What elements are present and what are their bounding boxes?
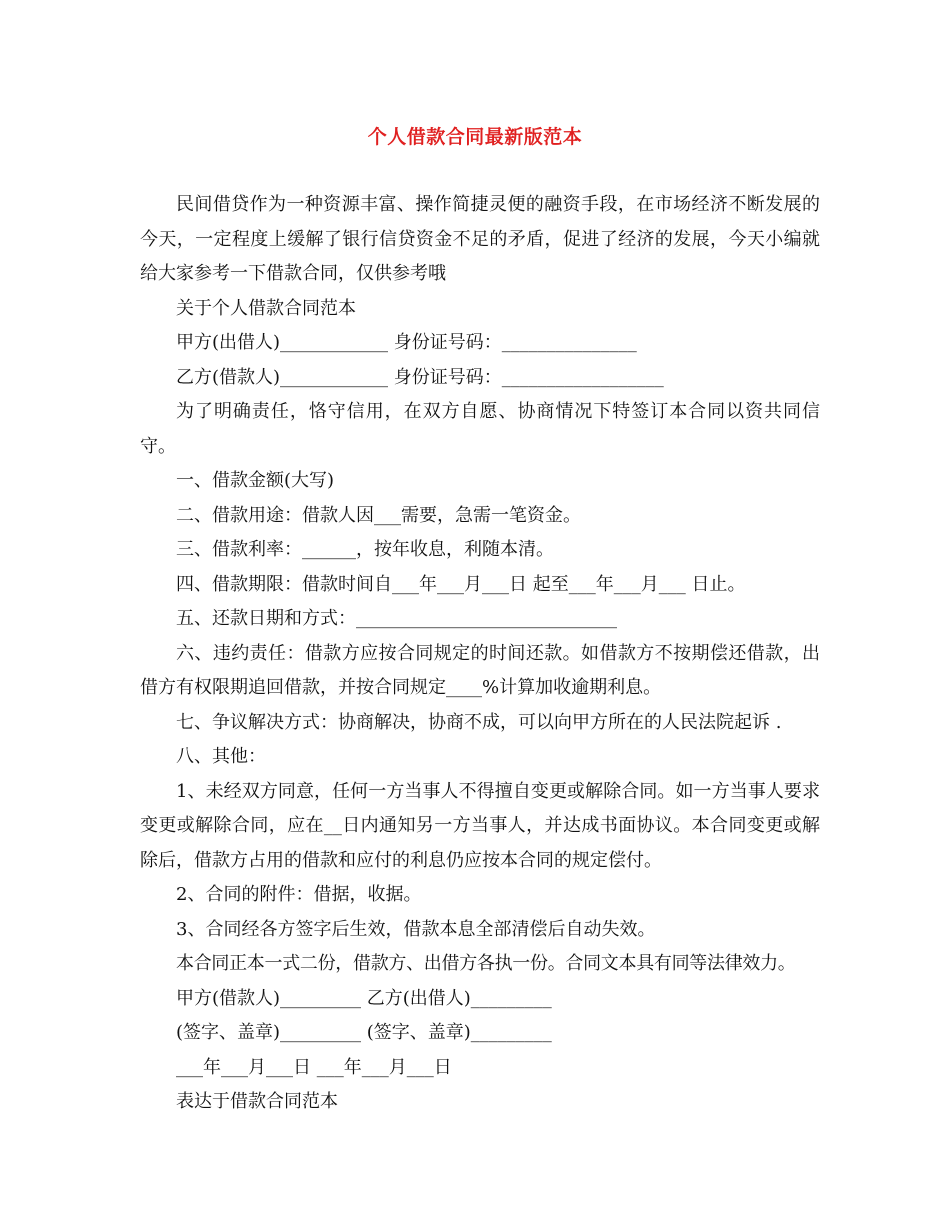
- clause-dispute: 七、争议解决方式：协商解决，协商不成，可以向甲方所在的人民法院起诉 .: [176, 711, 782, 733]
- document-body: [140, 188, 820, 1120]
- signature-seals: (签字、盖章)_________ (签字、盖章)_________: [176, 1022, 552, 1043]
- clause-other: 八、其他：: [176, 746, 266, 767]
- paragraph-copies: 本合同正本一式二份，借款方、出借方各执一份。合同文本具有同等法律效力。: [176, 953, 796, 974]
- paragraph-party-a: 甲方(出借人)____________ 身份证号码：_______________: [176, 332, 637, 353]
- paragraph-purpose: 为了明确责任，恪守信用，在双方自愿、协商情况下特签订本合同以资共同信守。: [140, 401, 820, 457]
- document-title: 个人借款合同最新版范本: [367, 126, 583, 148]
- paragraph-intro: 民间借贷作为一种资源丰富、操作简捷灵便的融资手段，在市场经济不断发展的今天，一定程度上缓解了银行信贷资金不足的矛盾，促进了经济的发展，今天小编就给大家参考一下借款合同，仅供参考哦: [140, 194, 820, 284]
- clause-liability: 六、违约责任：借款方应按合同规定的时间还款。如借款方不按期偿还借款，出借方有权限期追回借款，并按合同规定____%计算加收逾期利息。: [140, 642, 820, 698]
- clause-amount: 一、借款金额(大写): [176, 470, 335, 491]
- clause-term: 四、借款期限：借款时间自___年___月___日 起至___年___月___ 日止。: [176, 573, 746, 595]
- signature-dates: ___年___月___日 ___年___月___日: [176, 1056, 452, 1078]
- clause-usage: 二、借款用途：借款人因___需要，急需一笔资金。: [176, 504, 581, 526]
- clause-other-2: 2、合同的附件：借据，收据。: [176, 884, 422, 905]
- signature-parties: 甲方(借款人)_________ 乙方(出借人)_________: [176, 987, 552, 1009]
- clause-interest: 三、借款利率：______，按年收息，利随本清。: [176, 539, 554, 560]
- paragraph-party-b: 乙方(借款人)____________ 身份证号码：__________________: [176, 366, 664, 388]
- clause-other-1: 1、未经双方同意，任何一方当事人不得擅自变更或解除合同。如一方当事人要求变更或解除合同，应在__日内通知另一方当事人，并达成书面协议。本合同变更或解除后，借款方占用的借款和应付的利息仍应按本合同的规定偿付。: [140, 780, 820, 871]
- paragraph-subtitle: 关于个人借款合同范本: [176, 297, 356, 319]
- clause-other-3: 3、合同经各方签字后生效，借款本息全部清偿后自动失效。: [176, 918, 656, 940]
- clause-repayment: 五、还款日期和方式：_____________________________: [176, 608, 617, 629]
- paragraph-footer: 表达于借款合同范本: [176, 1091, 338, 1112]
